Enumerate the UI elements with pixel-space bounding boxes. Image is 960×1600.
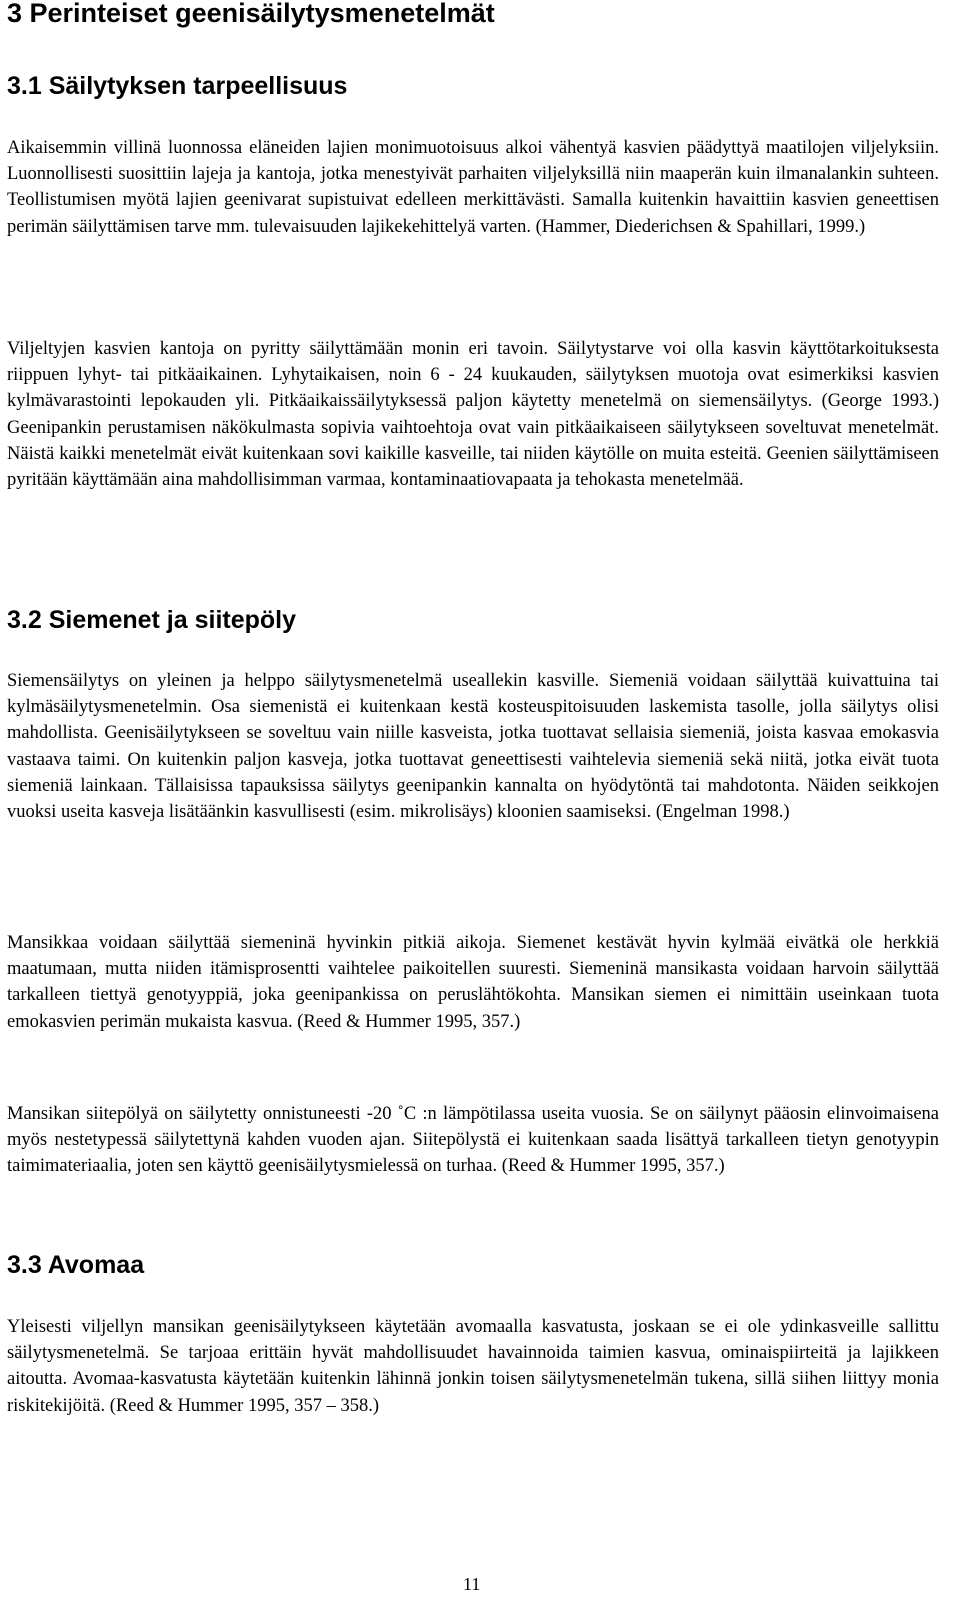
paragraph-section-3-2-2: Mansikkaa voidaan säilyttää siemeninä hyvinkin pitkiä aikoja. Siemenet kestävät hyvin kylmää eivätkä ole herkkiä maatumaan, mutta niiden itämisprosentti vaihtelee paikoitellen suuresti. Siemeninä mansikasta voidaan harvoin säilyttää tarkalleen tiettyä genotyyppiä, joka geenipankissa on peruslähtökohta. Mansikan siemen ei nimittäin useinkaan tuota emokasvien perimän mukaista kasvua. (Reed & Hummer 1995, 357.) [7, 933, 939, 1032]
paragraph-section-3-1-1: Aikaisemmin villinä luonnossa eläneiden lajien monimuotoisuus alkoi vähentyä kasvien päädyttyä maatilojen viljelyksiin. Luonnollisesti suosittiin lajeja ja kantoja, jotka menestyivät parhaiten viljelyksillä niin maaperän kuin ilmanalankin suhteen. Teollistumisen myötä lajien geenivarat supistuivat edelleen merkittävästi. Samalla kuitenkin havaittiin kasvien geneettisen perimän säilyttämisen tarve mm. tulevaisuuden lajikekehittelyä varten. (Hammer, Diederichsen & Spahillari, 1999.) [7, 138, 939, 237]
paragraph-section-3-1-2: Viljeltyjen kasvien kantoja on pyritty säilyttämään monin eri tavoin. Säilytystarve voi olla kasvin käyttötarkoituksesta riippuen lyhyt- tai pitkäaikainen. Lyhytaikaisen, noin 6 - 24 kuukauden, säilytyksen muotoja ovat esimerkiksi kasvien kylmävarastointi lepokauden yli. Pitkäaikaissäilytyksessä paljon käytetty menetelmä on siemensäilytys. (George 1993.) Geenipankin perustamisen näkökulmasta sopivia vaihtoehtoja ovat vain pitkäaikaiseen säilytykseen soveltuvat menetelmät. Näistä kaikki menetelmät eivät kuitenkaan sovi kaikille kasveille, tai niiden käytölle on muita esteitä. Geenien säilyttämiseen pyritään käyttämään aina mahdollisimman varmaa, kontaminaatiovapaata ja tehokasta menetelmää. [7, 339, 939, 491]
section-heading-3-2: 3.2 Siemenet ja siitepöly [7, 606, 297, 634]
paragraph-section-3-2-3: Mansikan siitepölyä on säilytetty onnistuneesti -20 ˚C :n lämpötilassa useita vuosia. Se on säilynyt pääosin elinvoimaisena myös nestetypessä säilytettynä kahden vuoden ajan. Siitepölystä ei kuitenkaan saada lisättyä tarkalleen tietyn genotyypin taimimateriaalia, joten sen käyttö geenisäilytysmielessä on turhaa. (Reed & Hummer 1995, 357.) [7, 1104, 939, 1177]
section-heading-3-1: 3.1 Säilytyksen tarpeellisuus [7, 72, 348, 100]
paragraph-section-3-3-1: Yleisesti viljellyn mansikan geenisäilytykseen käytetään avomaalla kasvatusta, joskaan se ei ole ydinkasveille sallittu säilytysmenetelmä. Se tarjoaa erittäin hyvät mahdollisuudet havainnoida taimien kasvua, ominaispiirteitä ja lajikkeen aitoutta. Avomaa-kasvatusta käytetään kuitenkin lähinnä jonkin toisen säilytysmenetelmän tukena, sillä siihen liittyy monia riskitekijöitä. (Reed & Hummer 1995, 357 – 358.) [7, 1317, 939, 1416]
paragraph-section-3-2-1: Siemensäilytys on yleinen ja helppo säilytysmenetelmä useallekin kasville. Siemeniä voidaan säilyttää kuivattuina tai kylmäsäilytysmenetelmin. Osa siemenistä ei kuitenkaan kestä kosteuspitoisuuden laskemista tasolle, jolla säilytys olisi mahdollista. Geenisäilytykseen se soveltuu vain niille kasveista, jotka tuottavat sellaisia siemeniä, joista kasvaa emokasvia vastaava taimi. On kuitenkin paljon kasveja, jotka tuottavat geneettisesti vaihtelevia siemeniä sekä niitä, jotka eivät tuota siemeniä lainkaan. Tällaisissa tapauksissa säilytys geenipankin kannalta on hyödytöntä tai mahdotonta. Näiden seikkojen vuoksi useita kasveja lisätäänkin kasvullisesti (esim. mikrolisäys) kloonien saamiseksi. (Engelman 1998.) [7, 671, 939, 823]
page-number: 11 [463, 1574, 481, 1594]
section-heading-3-3: 3.3 Avomaa [7, 1251, 145, 1279]
chapter-title: 3 Perinteiset geenisäilytysmenetelmät [7, 0, 495, 28]
